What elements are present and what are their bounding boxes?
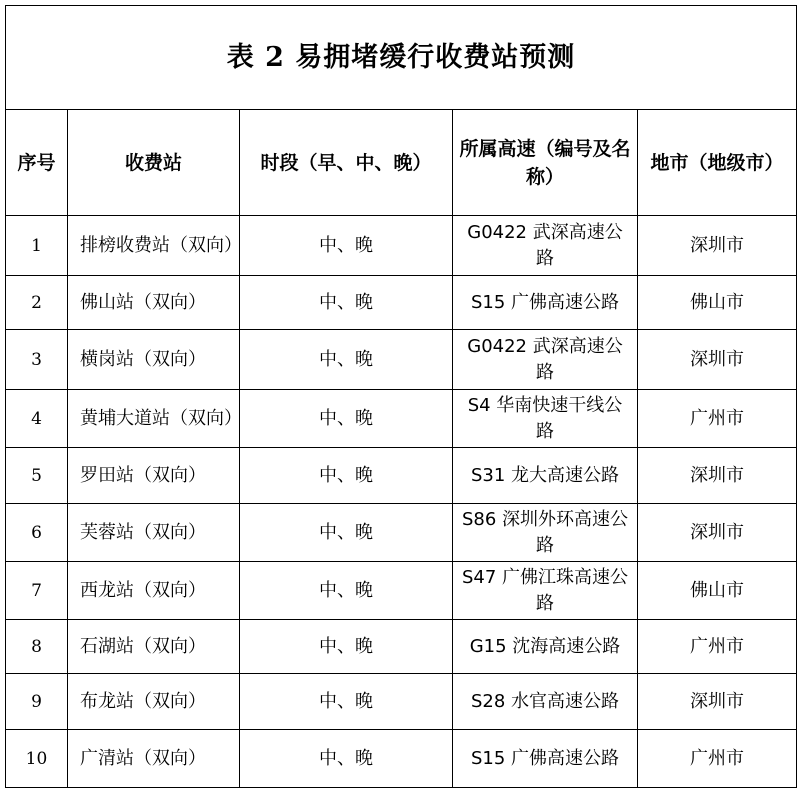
header-highway: 所属高速（编号及名称） xyxy=(453,110,638,216)
table-row xyxy=(6,730,797,788)
cell-city: 广州市 xyxy=(638,730,797,788)
document-sheet xyxy=(5,5,796,788)
cell-index: 9 xyxy=(6,674,68,730)
table-row xyxy=(6,216,797,276)
cell-city: 佛山市 xyxy=(638,276,797,330)
cell-index: 4 xyxy=(6,390,68,448)
toll-station-table xyxy=(5,5,797,788)
cell-highway: S15 广佛高速公路 xyxy=(453,730,638,788)
table-row xyxy=(6,276,797,330)
table-row xyxy=(6,674,797,730)
cell-index: 8 xyxy=(6,620,68,674)
table-row xyxy=(6,330,797,390)
cell-city: 佛山市 xyxy=(638,562,797,620)
cell-station: 罗田站（双向） xyxy=(68,448,240,504)
cell-highway: G15 沈海高速公路 xyxy=(453,620,638,674)
cell-highway: G0422 武深高速公路 xyxy=(453,330,638,390)
header-city: 地市（地级市） xyxy=(638,110,797,216)
cell-station: 芙蓉站（双向） xyxy=(68,504,240,562)
cell-station: 黄埔大道站（双向） xyxy=(68,390,240,448)
table-row xyxy=(6,390,797,448)
cell-index: 5 xyxy=(6,448,68,504)
cell-station: 西龙站（双向） xyxy=(68,562,240,620)
cell-index: 10 xyxy=(6,730,68,788)
cell-period: 中、晚 xyxy=(240,730,453,788)
cell-period: 中、晚 xyxy=(240,620,453,674)
header-period: 时段（早、中、晚） xyxy=(240,110,453,216)
cell-station: 石湖站（双向） xyxy=(68,620,240,674)
cell-city: 深圳市 xyxy=(638,330,797,390)
table-row xyxy=(6,562,797,620)
cell-highway: S28 水官高速公路 xyxy=(453,674,638,730)
cell-station: 横岗站（双向） xyxy=(68,330,240,390)
cell-period: 中、晚 xyxy=(240,448,453,504)
cell-period: 中、晚 xyxy=(240,390,453,448)
cell-city: 广州市 xyxy=(638,390,797,448)
cell-station: 排榜收费站（双向） xyxy=(68,216,240,276)
cell-highway: S31 龙大高速公路 xyxy=(453,448,638,504)
table-row xyxy=(6,620,797,674)
cell-highway: S4 华南快速干线公路 xyxy=(453,390,638,448)
cell-index: 1 xyxy=(6,216,68,276)
cell-period: 中、晚 xyxy=(240,276,453,330)
cell-station: 布龙站（双向） xyxy=(68,674,240,730)
cell-period: 中、晚 xyxy=(240,216,453,276)
cell-index: 6 xyxy=(6,504,68,562)
cell-period: 中、晚 xyxy=(240,562,453,620)
cell-city: 深圳市 xyxy=(638,216,797,276)
header-index: 序号 xyxy=(6,110,68,216)
cell-highway: S86 深圳外环高速公路 xyxy=(453,504,638,562)
cell-period: 中、晚 xyxy=(240,674,453,730)
cell-highway: S15 广佛高速公路 xyxy=(453,276,638,330)
cell-index: 7 xyxy=(6,562,68,620)
cell-highway: G0422 武深高速公路 xyxy=(453,216,638,276)
cell-city: 深圳市 xyxy=(638,448,797,504)
cell-station: 广清站（双向） xyxy=(68,730,240,788)
header-row xyxy=(6,110,797,216)
title-row xyxy=(6,6,797,110)
cell-index: 2 xyxy=(6,276,68,330)
table-title: 表 2 易拥堵缓行收费站预测 xyxy=(6,6,797,110)
cell-station: 佛山站（双向） xyxy=(68,276,240,330)
cell-city: 深圳市 xyxy=(638,504,797,562)
cell-city: 广州市 xyxy=(638,620,797,674)
cell-index: 3 xyxy=(6,330,68,390)
cell-city: 深圳市 xyxy=(638,674,797,730)
table-row xyxy=(6,504,797,562)
header-station: 收费站 xyxy=(68,110,240,216)
table-row xyxy=(6,448,797,504)
cell-highway: S47 广佛江珠高速公路 xyxy=(453,562,638,620)
cell-period: 中、晚 xyxy=(240,504,453,562)
cell-period: 中、晚 xyxy=(240,330,453,390)
